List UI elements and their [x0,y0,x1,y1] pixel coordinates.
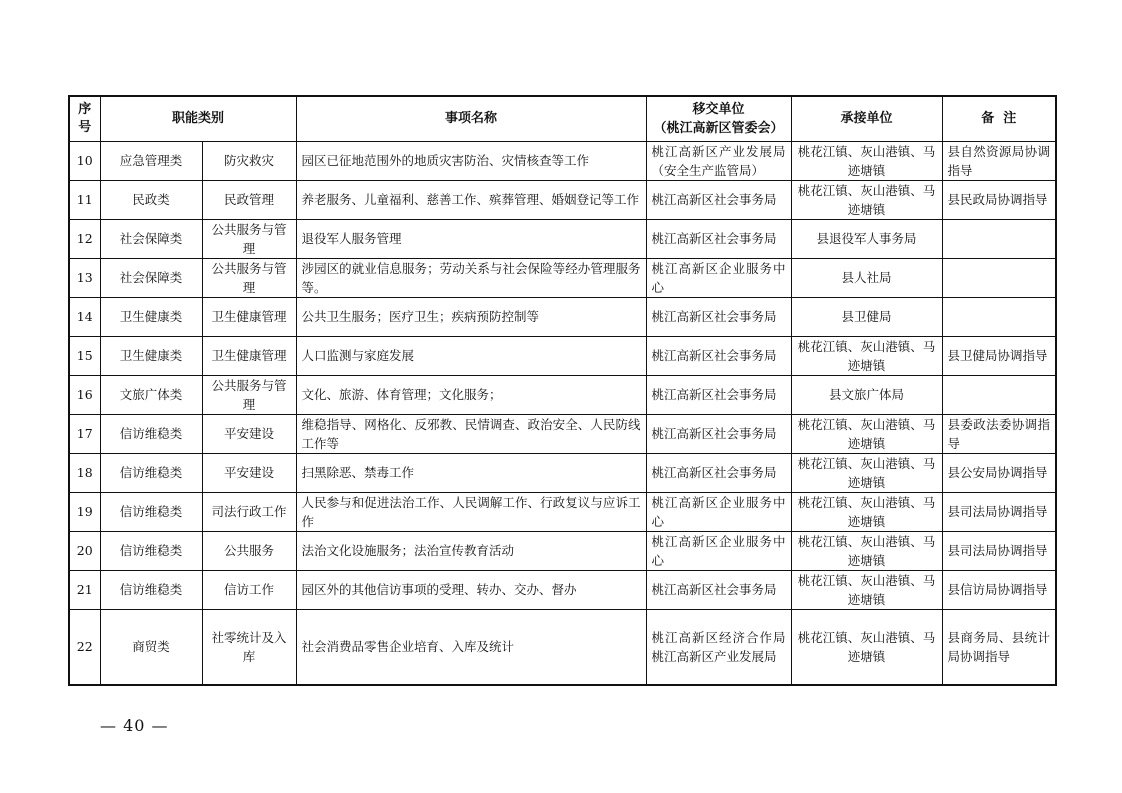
table-row [69,492,1056,531]
row-number: 17 [69,414,100,453]
item-name: 社会消费品零售企业培育、入库及统计 [296,609,646,685]
row-number: 18 [69,453,100,492]
header-transfer-unit [646,96,791,141]
item-name: 涉园区的就业信息服务；劳动关系与社会保险等经办管理服务等。 [296,258,646,297]
row-number: 22 [69,609,100,685]
table-row [69,297,1056,336]
item-name: 人民参与和促进法治工作、人民调解工作、行政复议与应诉工作 [296,492,646,531]
remark: 县委政法委协调指导 [942,414,1056,453]
header-remark: 备 注 [942,96,1056,141]
remark: 县民政局协调指导 [942,180,1056,219]
row-number: 13 [69,258,100,297]
transfer-unit: 桃江高新区社会事务局 [646,219,791,258]
header-transfer-line1: 移交单位 [692,101,745,117]
transfer-unit: 桃江高新区经济合作局桃江高新区产业发展局 [646,609,791,685]
receiving-unit: 桃花江镇、灰山港镇、马迹塘镇 [791,453,942,492]
receiving-unit: 桃花江镇、灰山港镇、马迹塘镇 [791,414,942,453]
category-main: 应急管理类 [100,141,202,180]
header-item: 事项名称 [296,96,646,141]
receiving-unit: 桃花江镇、灰山港镇、马迹塘镇 [791,141,942,180]
category-sub: 公共服务与管理 [202,258,296,297]
header-receiver: 承接单位 [791,96,942,141]
category-sub: 平安建设 [202,453,296,492]
category-main: 信访维稳类 [100,531,202,570]
table-row [69,258,1056,297]
row-number: 19 [69,492,100,531]
category-sub: 信访工作 [202,570,296,609]
receiving-unit: 桃花江镇、灰山港镇、马迹塘镇 [791,336,942,375]
row-number: 21 [69,570,100,609]
transfer-unit: 桃江高新区社会事务局 [646,180,791,219]
transfer-unit: 桃江高新区企业服务中心 [646,258,791,297]
remark: 县公安局协调指导 [942,453,1056,492]
row-number: 20 [69,531,100,570]
row-number: 15 [69,336,100,375]
category-sub: 公共服务与管理 [202,219,296,258]
category-sub: 公共服务 [202,531,296,570]
transfer-unit: 桃江高新区企业服务中心 [646,531,791,570]
item-name: 法治文化设施服务；法治宣传教育活动 [296,531,646,570]
table-row [69,375,1056,414]
receiving-unit: 桃花江镇、灰山港镇、马迹塘镇 [791,492,942,531]
remark [942,219,1056,258]
item-name: 退役军人服务管理 [296,219,646,258]
item-name: 公共卫生服务；医疗卫生；疾病预防控制等 [296,297,646,336]
transfer-unit: 桃江高新区社会事务局 [646,336,791,375]
category-sub: 社零统计及入库 [202,609,296,685]
table-row [69,414,1056,453]
remark: 县司法局协调指导 [942,492,1056,531]
receiving-unit: 县退役军人事务局 [791,219,942,258]
row-number: 12 [69,219,100,258]
remark: 县商务局、县统计局协调指导 [942,609,1056,685]
table-header-row [69,96,1056,141]
category-main: 信访维稳类 [100,492,202,531]
item-name: 扫黑除恶、禁毒工作 [296,453,646,492]
transfer-unit: 桃江高新区社会事务局 [646,414,791,453]
remark [942,258,1056,297]
header-seq: 序号 [69,96,100,141]
category-main: 信访维稳类 [100,453,202,492]
transfer-unit: 桃江高新区社会事务局 [646,375,791,414]
receiving-unit: 桃花江镇、灰山港镇、马迹塘镇 [791,570,942,609]
category-sub: 公共服务与管理 [202,375,296,414]
transfer-unit: 桃江高新区社会事务局 [646,570,791,609]
category-main: 社会保障类 [100,219,202,258]
category-sub: 卫生健康管理 [202,297,296,336]
category-main: 信访维稳类 [100,570,202,609]
remark: 县信访局协调指导 [942,570,1056,609]
transfer-unit: 桃江高新区社会事务局 [646,297,791,336]
category-sub: 民政管理 [202,180,296,219]
category-main: 卫生健康类 [100,336,202,375]
receiving-unit: 桃花江镇、灰山港镇、马迹塘镇 [791,609,942,685]
header-transfer-line2: （桃江高新区管委会） [653,120,784,136]
category-sub: 卫生健康管理 [202,336,296,375]
table-row [69,141,1056,180]
item-name: 养老服务、儿童福利、慈善工作、殡葬管理、婚姻登记等工作 [296,180,646,219]
category-main: 社会保障类 [100,258,202,297]
table-row [69,336,1056,375]
remark: 县司法局协调指导 [942,531,1056,570]
category-main: 卫生健康类 [100,297,202,336]
receiving-unit: 桃花江镇、灰山港镇、马迹塘镇 [791,180,942,219]
transfer-unit: 桃江高新区社会事务局 [646,453,791,492]
header-category: 职能类别 [100,96,296,141]
row-number: 14 [69,297,100,336]
item-name: 文化、旅游、体育管理；文化服务； [296,375,646,414]
category-main: 民政类 [100,180,202,219]
category-sub: 防灾救灾 [202,141,296,180]
item-name: 园区已征地范围外的地质灾害防治、灾情核查等工作 [296,141,646,180]
page-number: — 40 — [100,716,169,735]
receiving-unit: 桃花江镇、灰山港镇、马迹塘镇 [791,531,942,570]
category-main: 文旅广体类 [100,375,202,414]
table-row [69,609,1056,685]
table-row [69,531,1056,570]
row-number: 16 [69,375,100,414]
remark: 县自然资源局协调指导 [942,141,1056,180]
table-row [69,453,1056,492]
transfer-items-table [68,95,1057,686]
table-row [69,219,1056,258]
row-number: 10 [69,141,100,180]
category-main: 信访维稳类 [100,414,202,453]
table-row [69,180,1056,219]
remark [942,297,1056,336]
remark: 县卫健局协调指导 [942,336,1056,375]
category-sub: 司法行政工作 [202,492,296,531]
transfer-unit: 桃江高新区企业服务中心 [646,492,791,531]
category-main: 商贸类 [100,609,202,685]
item-name: 园区外的其他信访事项的受理、转办、交办、督办 [296,570,646,609]
item-name: 维稳指导、网格化、反邪教、民情调查、政治安全、人民防线工作等 [296,414,646,453]
row-number: 11 [69,180,100,219]
transfer-unit: 桃江高新区产业发展局（安全生产监管局） [646,141,791,180]
receiving-unit: 县卫健局 [791,297,942,336]
category-sub: 平安建设 [202,414,296,453]
item-name: 人口监测与家庭发展 [296,336,646,375]
table-row [69,570,1056,609]
receiving-unit: 县人社局 [791,258,942,297]
remark [942,375,1056,414]
receiving-unit: 县文旅广体局 [791,375,942,414]
